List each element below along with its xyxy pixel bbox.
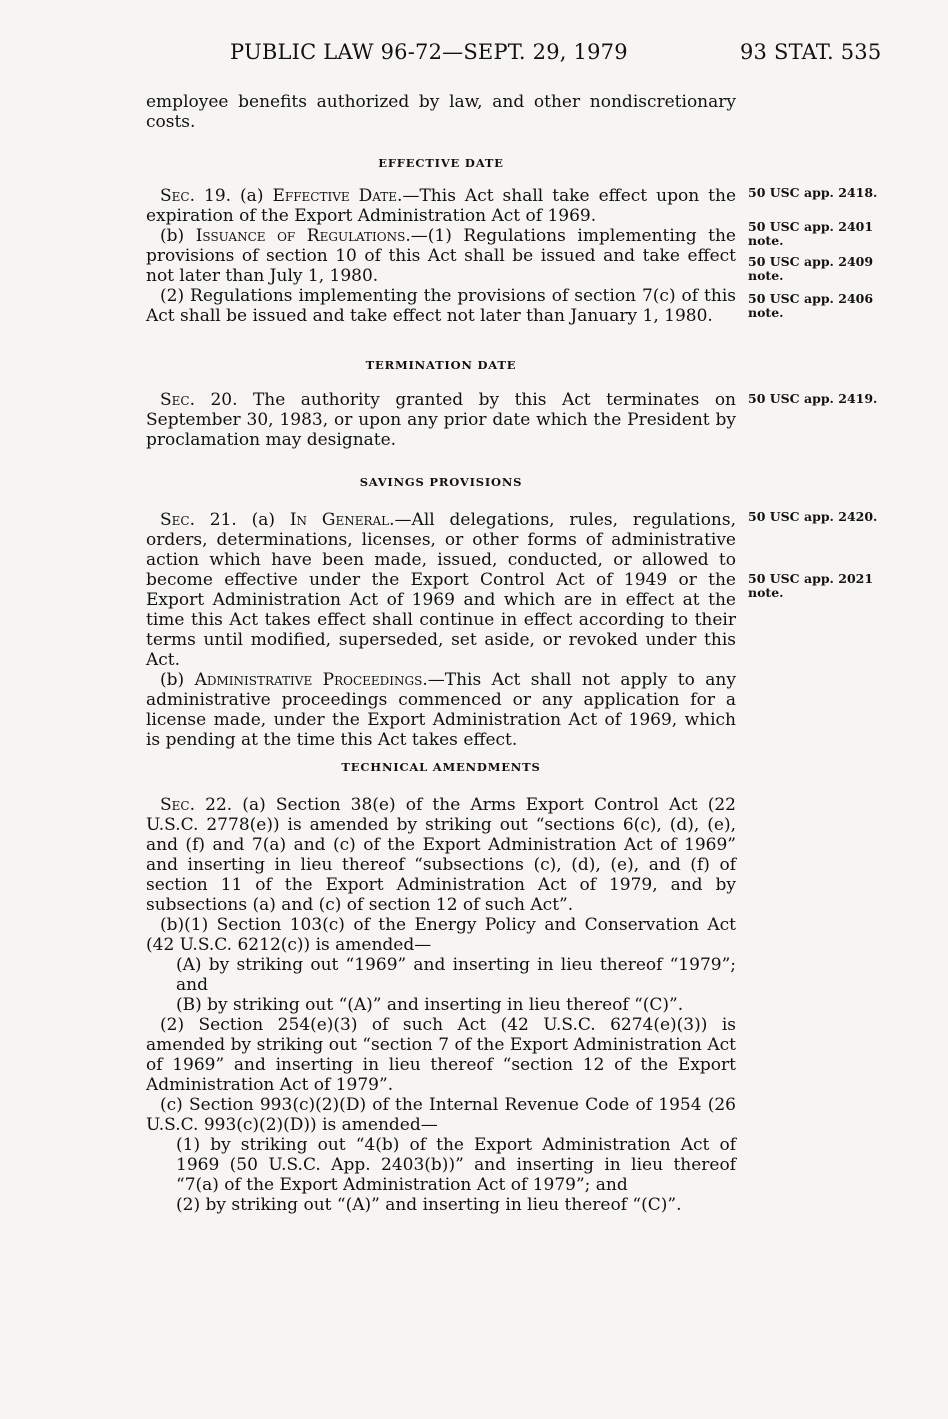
sec21-para-b xyxy=(146,670,736,750)
sec22-para-c: (c) Section 993(c)(2)(D) of the Internal Revenue Code of 1954 (26 U.S.C. 993(c)(2)(D)) is amended— xyxy=(146,1095,736,1135)
sec21-para-a xyxy=(146,510,736,670)
page-header-title: PUBLIC LAW 96-72—SEPT. 29, 1979 xyxy=(230,40,628,64)
section-22 xyxy=(146,795,736,1215)
sec19-para-a xyxy=(146,186,736,226)
sec19b-caption: Issuance of Regulations. xyxy=(195,226,411,246)
margin-note: 50 USC app. 2401 note. xyxy=(748,219,874,248)
page-header-stat: 93 STAT. 535 xyxy=(740,40,882,64)
sec21b-label: (b) xyxy=(160,670,195,690)
heading-technical-amendments: TECHNICAL AMENDMENTS xyxy=(341,760,541,774)
heading-savings-provisions: SAVINGS PROVISIONS xyxy=(359,475,523,489)
sec19-para-b xyxy=(146,226,736,286)
sec21b-text: —This Act shall not apply to any administrative proceedings commenced or any application for a license made, under the Export Administration Act of 1969, which is pending at the time this Act takes effect. xyxy=(146,670,736,750)
sec-label: Sec. xyxy=(160,795,195,815)
intro-paragraph xyxy=(146,92,736,132)
sec22-para-c1: (1) by striking out “4(b) of the Export Administration Act of 1969 (50 U.S.C. App. 2403(b))” and inserting in lieu thereof “7(a) of the Export Administration Act of 1979”; and xyxy=(176,1135,736,1195)
sec22-para-b2: (2) Section 254(e)(3) of such Act (42 U.S.C. 6274(e)(3)) is amended by striking out “section 7 of the Export Administration Act of 1969” and inserting in lieu thereof “section 12 of the Export Administration Act of 1979”. xyxy=(146,1015,736,1095)
sec22-text: 22. (a) Section 38(e) of the Arms Export Control Act (22 U.S.C. 2778(e)) is amended by striking out “sections 6(c), (d), (e), and (f) and 7(a) and (c) of the Export Administration Act of 1969” and inserting in lieu thereof “subsections (c), (d), (e), and (f) of section 11 of the Export Administration Act of 1979, and by subsections (a) and (c) of section 12 of such Act”. xyxy=(146,795,736,915)
sec19b-text: —(1) Regulations implementing the provisions of section 10 of this Act shall be issued and take effect not later than July 1, 1980. xyxy=(146,226,736,286)
section-20 xyxy=(146,390,736,450)
sec21-caption: In General. xyxy=(289,510,395,530)
intro-text: employee benefits authorized by law, and other nondiscretionary costs. xyxy=(146,92,736,132)
sec-label: Sec. xyxy=(160,186,195,206)
margin-note: 50 USC app. 2420. xyxy=(748,509,878,524)
margin-note: 50 USC app. 2406 note. xyxy=(748,291,874,320)
heading-termination-date: TERMINATION DATE xyxy=(365,358,517,372)
sec21-number: 21. (a) xyxy=(195,510,290,530)
sec22-para-b1-B: (B) by striking out “(A)” and inserting in lieu thereof “(C)”. xyxy=(176,995,684,1015)
sec19-text: —This Act shall take effect upon the expiration of the Export Administration Act of 1969. xyxy=(146,186,737,226)
sec19-para-b2: (2) Regulations implementing the provisions of section 7(c) of this Act shall be issued and take effect not later than January 1, 1980. xyxy=(146,286,736,326)
sec22-para-b1-A: (A) by striking out “1969” and inserting in lieu thereof “1979”; and xyxy=(176,955,736,995)
sec22-para-c2: (2) by striking out “(A)” and inserting in lieu thereof “(C)”. xyxy=(176,1195,682,1215)
margin-note: 50 USC app. 2418. xyxy=(748,185,878,200)
sec21b-caption: Administrative Proceedings. xyxy=(194,670,428,690)
sec19-caption: Effective Date. xyxy=(272,186,403,206)
sec-label: Sec. xyxy=(160,390,195,410)
sec22-para-b1: (b)(1) Section 103(c) of the Energy Policy and Conservation Act (42 U.S.C. 6212(c)) is amended— xyxy=(146,915,736,955)
sec20-text: 20. The authority granted by this Act terminates on September 30, 1983, or upon any prior date which the President by proclamation may designate. xyxy=(146,390,736,450)
heading-effective-date: EFFECTIVE DATE xyxy=(378,156,504,170)
sec19b-label: (b) xyxy=(160,226,196,246)
section-19 xyxy=(146,186,736,326)
section-21 xyxy=(146,510,736,750)
margin-note: 50 USC app. 2419. xyxy=(748,391,878,406)
sec21-text: —All delegations, rules, regulations, orders, determinations, licenses, or other forms of administrative action which have been made, issued, conducted, or allowed to become effective under the Export Control Act of 1949 or the Export Administration Act of 1969 and which are in effect at the time this Act takes effect shall continue in effect according to their terms until modified, superseded, set aside, or revoked under this Act. xyxy=(146,510,737,670)
sec22-para-a xyxy=(146,795,736,915)
sec19-number: 19. (a) xyxy=(195,186,273,206)
sec20-para xyxy=(146,390,736,450)
margin-note: 50 USC app. 2021 note. xyxy=(748,571,874,600)
sec-label: Sec. xyxy=(160,510,195,530)
margin-note: 50 USC app. 2409 note. xyxy=(748,254,874,283)
